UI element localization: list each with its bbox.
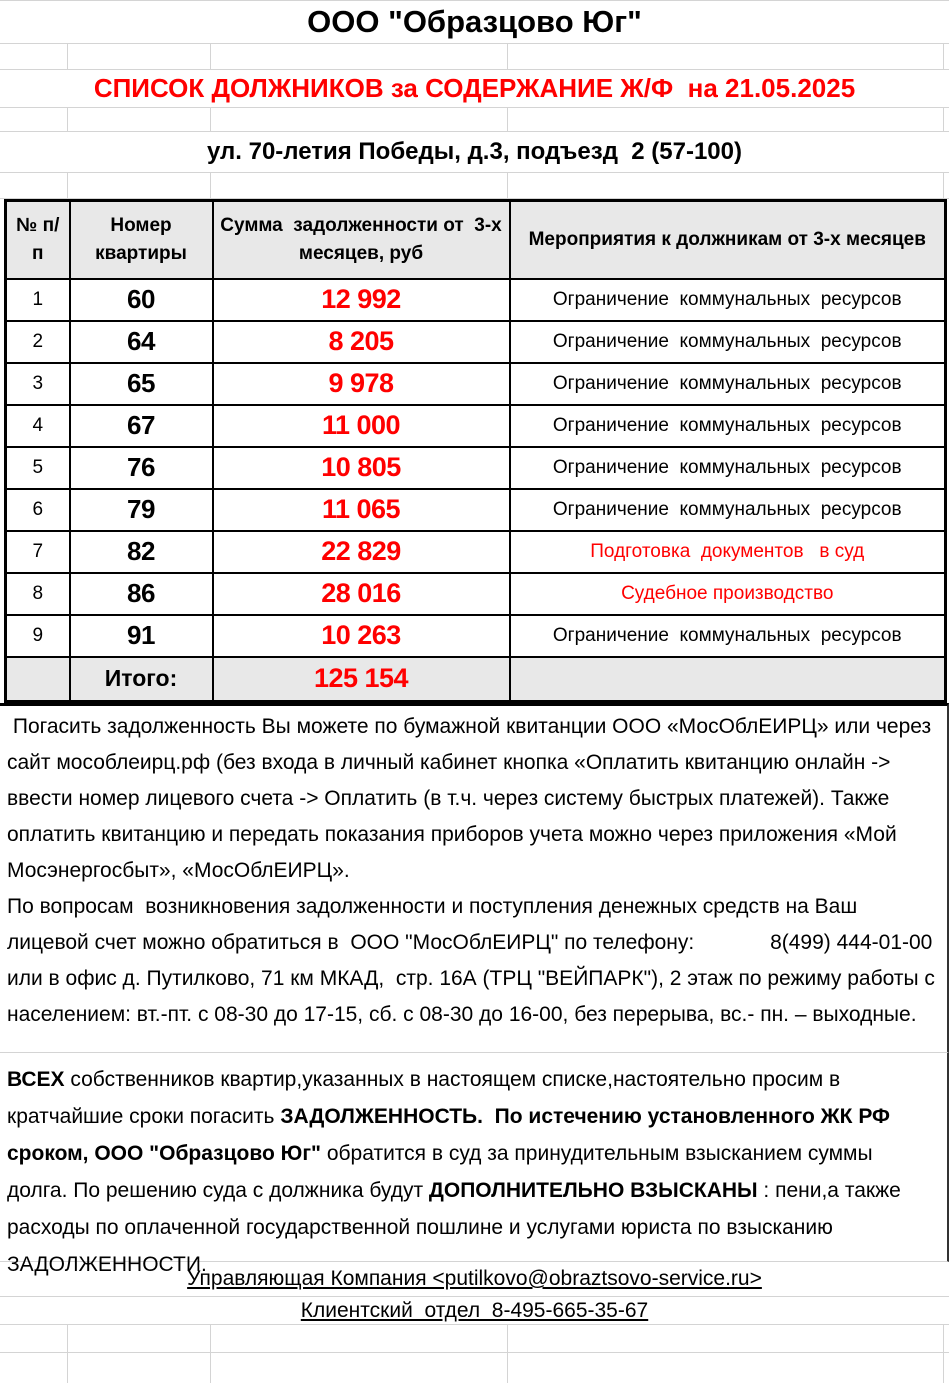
footer-client-dept-line [0, 1297, 949, 1325]
debtors-table [4, 199, 947, 703]
empty-grid-cell [508, 44, 944, 69]
empty-grid-cell [68, 1325, 211, 1352]
row-number-cell: 2 [6, 321, 70, 363]
flat-number-cell: 64 [70, 321, 213, 363]
warning-segment: По истечению установленного ЖК РФ сроком, ООО "Образцово Юг" [7, 1105, 896, 1165]
warning-segment: : пени,а также расходы по оплаченной государственной пошлине и услугами юриста по взысканию ЗАДОЛЖЕННОСТИ. [7, 1179, 907, 1276]
flat-number-cell: 91 [70, 615, 213, 657]
action-cell: Ограничение коммунальных ресурсов [510, 405, 946, 447]
warning-block [0, 1053, 949, 1276]
row-number-cell: 7 [6, 531, 70, 573]
table-row [6, 405, 946, 447]
empty-grid-cell [211, 108, 508, 131]
empty-grid-row [0, 108, 949, 132]
empty-grid-cell [944, 1353, 949, 1383]
empty-grid-cell [68, 173, 211, 198]
flat-number-cell: 60 [70, 279, 213, 321]
debt-amount-cell: 10 805 [213, 447, 510, 489]
col-header-debt: Сумма задолженности от 3-х месяцев, руб [213, 201, 510, 279]
empty-grid-row [0, 44, 949, 70]
empty-grid-cell [211, 173, 508, 198]
row-number-cell: 5 [6, 447, 70, 489]
total-value: 125 154 [213, 657, 510, 702]
table-row [6, 447, 946, 489]
row-number-cell: 8 [6, 573, 70, 615]
table-header-row [6, 201, 946, 279]
action-cell: Судебное производство [510, 573, 946, 615]
table-row [6, 615, 946, 657]
warning-segment: собственников квартир,указанных в настоящем списке,настоятельно просим в кратчайшие сроки погасить [7, 1068, 847, 1128]
flat-number-cell: 65 [70, 363, 213, 405]
action-cell: Ограничение коммунальных ресурсов [510, 279, 946, 321]
empty-grid-cell [68, 108, 211, 131]
empty-grid-cell [0, 1325, 68, 1352]
address-line: ул. 70-летия Победы, д.3, подъезд 2 (57-100) [0, 132, 949, 173]
payment-info-block [0, 703, 949, 1053]
row-number-cell: 4 [6, 405, 70, 447]
debt-amount-cell: 11 000 [213, 405, 510, 447]
empty-grid-row [0, 173, 949, 199]
payment-paragraph-1: Погасить задолженность Вы можете по бумажной квитанции ООО «МосОблЕИРЦ» или через сайт мособлеирц.рф (без входа в личный кабинет кнопка «Оплатить квитанцию онлайн -> ввести номер лицевого счета -> Оплатить (в т.ч. через систему быстрых платежей). Также оплатить квитанцию и передать показания приборов учета можно через приложения «Мой Мосэнергосбыт», «МосОблЕИРЦ». [7, 715, 937, 882]
empty-grid-cell [944, 173, 949, 198]
empty-grid-cell [211, 1353, 508, 1383]
debt-amount-cell: 28 016 [213, 573, 510, 615]
empty-grid-cell [211, 1325, 508, 1352]
empty-grid-cell [0, 44, 68, 69]
payment-paragraph-2: По вопросам возникновения задолженности и поступления денежных средств на Ваш лицевой счет можно обратиться в ООО "МосОблЕИРЦ" по телефону: 8(499) 444-01-00 или в офис д. Путилково, 71 км МКАД, стр. 16А (ТРЦ "ВЕЙПАРК"), 2 этаж по режиму работы с населением: вт.-пт. с 08-30 до 17-15, сб. с 08-30 до 16-00, без перерыва, вс.- пн. – выходные. [7, 895, 941, 1026]
empty-grid-cell [508, 108, 944, 131]
empty-grid-cell [0, 108, 68, 131]
total-label: Итого: [70, 657, 213, 702]
empty-grid-cell [944, 44, 949, 69]
empty-grid-cell [0, 1353, 68, 1383]
debt-amount-cell: 11 065 [213, 489, 510, 531]
col-header-flat: Номер квартиры [70, 201, 213, 279]
col-header-num: № п/п [6, 201, 70, 279]
action-cell: Ограничение коммунальных ресурсов [510, 489, 946, 531]
row-number-cell: 6 [6, 489, 70, 531]
empty-grid-cell [944, 108, 949, 131]
empty-grid-cell [68, 44, 211, 69]
row-number-cell: 9 [6, 615, 70, 657]
row-number-cell: 3 [6, 363, 70, 405]
management-company-email: Управляющая Компания <putilkovo@obraztsovo-service.ru> [187, 1267, 762, 1290]
list-title: СПИСОК ДОЛЖНИКОВ за СОДЕРЖАНИЕ Ж/Ф на 21.05.2025 [0, 70, 949, 108]
warning-segment: ДОПОЛНИТЕЛЬНО ВЗЫСКАНЫ [428, 1179, 758, 1202]
debt-amount-cell: 10 263 [213, 615, 510, 657]
warning-segment: ЗАДОЛЖЕННОСТЬ. [280, 1105, 483, 1128]
empty-grid-cell [944, 1325, 949, 1352]
action-cell: Ограничение коммунальных ресурсов [510, 447, 946, 489]
empty-grid-cell [508, 1325, 944, 1352]
debt-amount-cell: 12 992 [213, 279, 510, 321]
client-dept-phone: Клиентский отдел 8-495-665-35-67 [300, 1298, 649, 1322]
company-title: ООО "Образцово Юг" [0, 0, 949, 44]
col-header-actions: Мероприятия к должникам от 3-х месяцев [510, 201, 946, 279]
table-row [6, 531, 946, 573]
action-cell: Подготовка документов в суд [510, 531, 946, 573]
action-cell: Ограничение коммунальных ресурсов [510, 363, 946, 405]
empty-grid-cell [0, 173, 68, 198]
empty-grid-row [0, 1353, 949, 1383]
debt-amount-cell: 8 205 [213, 321, 510, 363]
empty-grid-cell [508, 1353, 944, 1383]
table-row [6, 573, 946, 615]
flat-number-cell: 67 [70, 405, 213, 447]
total-row [6, 657, 946, 702]
warning-segment: ВСЕХ [7, 1068, 65, 1091]
flat-number-cell: 86 [70, 573, 213, 615]
table-row [6, 279, 946, 321]
empty-grid-cell [508, 173, 944, 198]
table-row [6, 363, 946, 405]
action-cell: Ограничение коммунальных ресурсов [510, 615, 946, 657]
empty-grid-row [0, 1325, 949, 1353]
row-number-cell: 1 [6, 279, 70, 321]
total-empty-cell [6, 657, 70, 702]
empty-grid-cell [68, 1353, 211, 1383]
flat-number-cell: 82 [70, 531, 213, 573]
total-empty-cell [510, 657, 946, 702]
table-row [6, 489, 946, 531]
debt-amount-cell: 9 978 [213, 363, 510, 405]
flat-number-cell: 76 [70, 447, 213, 489]
flat-number-cell: 79 [70, 489, 213, 531]
debt-amount-cell: 22 829 [213, 531, 510, 573]
empty-grid-cell [211, 44, 508, 69]
warning-segment: обратится в суд за принудительным взысканием суммы долга. По решению суда с должника будут [7, 1142, 879, 1202]
table-row [6, 321, 946, 363]
action-cell: Ограничение коммунальных ресурсов [510, 321, 946, 363]
